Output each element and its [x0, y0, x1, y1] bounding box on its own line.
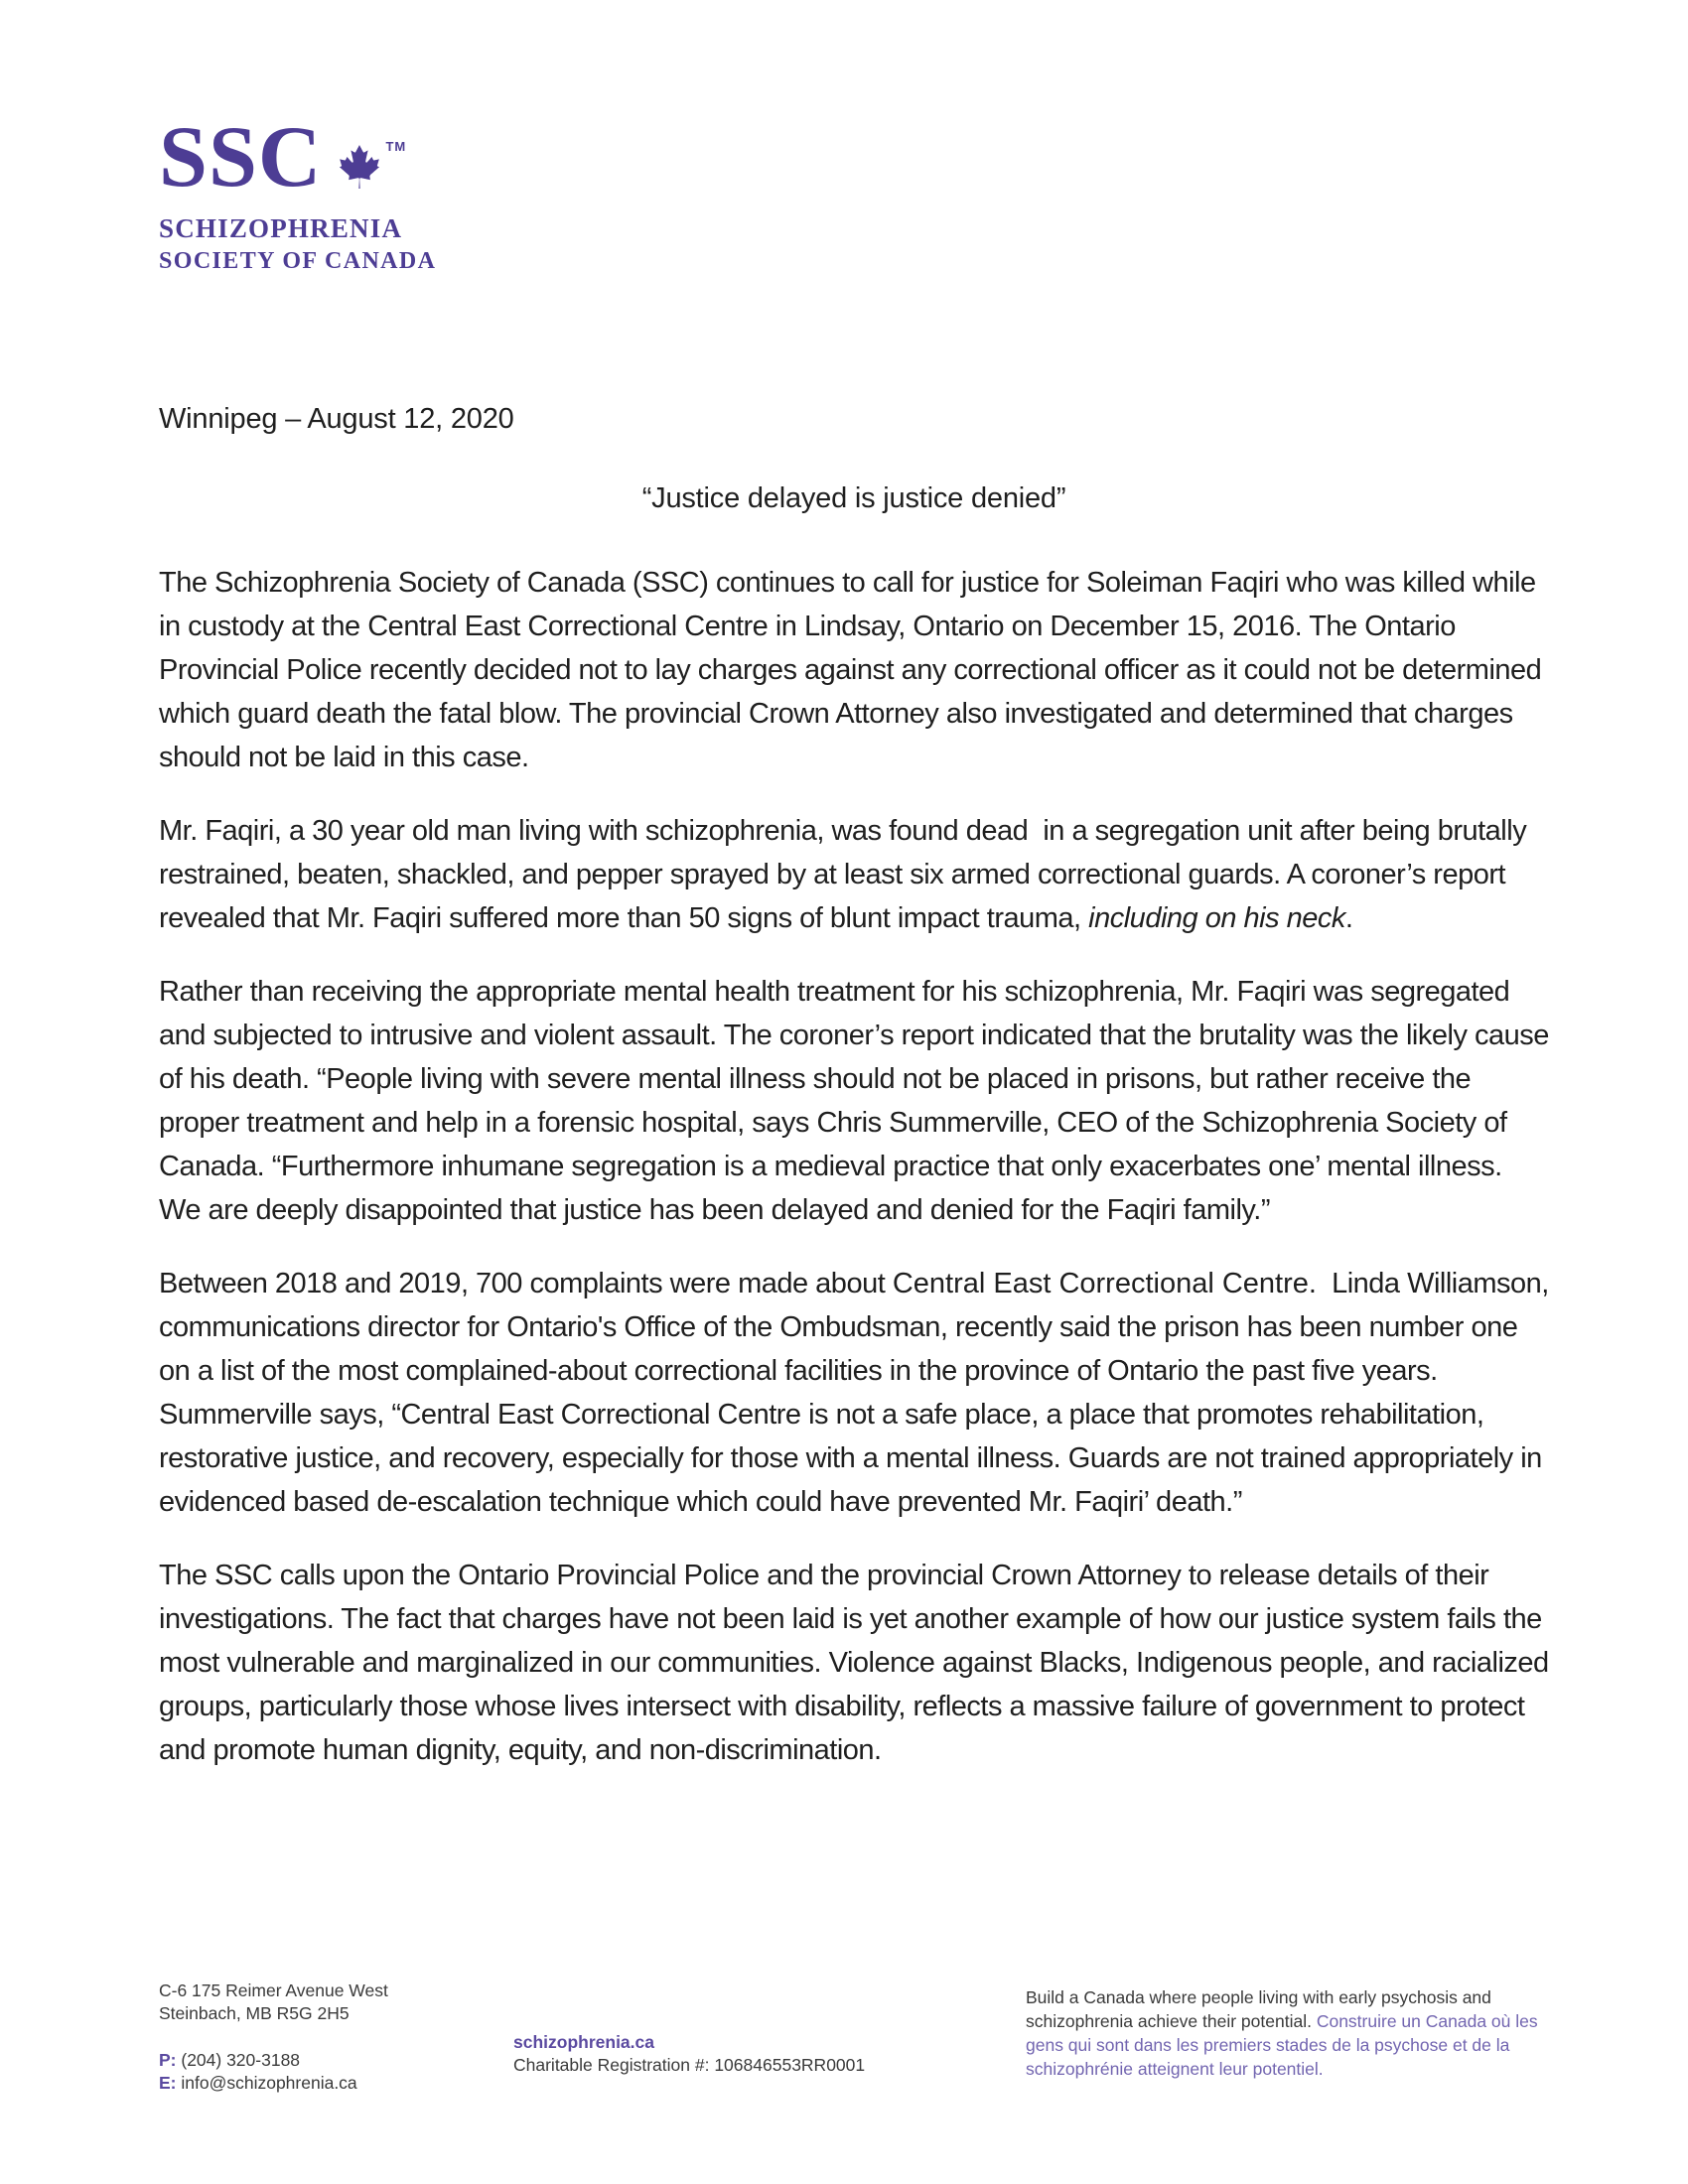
phone-line — [159, 2049, 388, 2072]
text-segment-normal: Rather than receiving the appropriate mental health treatment for his schizophrenia, Mr. Faqiri was segregated and subjected to intrusive and violent assault. The coroner’s report indicated that the brutality was the likely cause of his death. “People living with severe mental illness should not be placed in prisons, but rather receive the proper treatment and help in a forensic hospital, says Chris Summerville, CEO of the Schizophrenia Society of Canada. “Furthermore inhumane segregation is a medieval practice that only exacerbates one’ mental illness. We are deeply disappointed that justice has been delayed and denied for the Faqiri family.” — [159, 976, 1557, 1226]
text-segment-normal: Mr. Faqiri, a 30 year old man living with schizophrenia, was found dead in a segregation unit after being brutally restrained, beaten, shackled, and pepper sprayed by at least six armed correctional guards. A coroner’s report revealed that Mr. Faqiri suffered more than 50 signs of blunt impact trauma, — [159, 815, 1534, 934]
text-segment-normal: Linda Williamson, communications director for Ontario's Office of the Ombudsman, recently said the prison has been number one on a list of the most complained-about correctional facilities in the province of Ontario the past five years. Summerville says, “Central East Correctional Centre is not a safe place, a place that promotes rehabilitation, restorative justice, and recovery, especially for those with a mental illness. Guards are not trained appropriately in evidenced based de-escalation technique which could have prevented Mr. Faqiri’ death.” — [159, 1268, 1557, 1518]
text-segment-normal: Between 2018 and 2019, 700 complaints were made about — [159, 1268, 893, 1299]
paragraph-2 — [159, 809, 1549, 940]
logo-acronym: SSC — [159, 109, 323, 205]
footer-registration-block — [513, 2031, 865, 2077]
text-segment-alt: Central East Correctional Centre. — [892, 1268, 1317, 1299]
press-release-body — [159, 561, 1557, 1802]
footer-mission-block — [1026, 1985, 1542, 2081]
paragraph-1 — [159, 561, 1549, 779]
text-segment-normal: . — [1344, 902, 1353, 934]
logo-row — [159, 109, 436, 205]
address-line-1: C-6 175 Reimer Avenue West — [159, 1980, 388, 2000]
trademark-symbol: TM — [385, 139, 407, 154]
footer-contact-lines — [159, 2049, 388, 2095]
dateline: Winnipeg – August 12, 2020 — [159, 403, 514, 435]
phone-label: P: — [159, 2050, 177, 2070]
email-label: E: — [159, 2073, 177, 2093]
address-line-2: Steinbach, MB R5G 2H5 — [159, 2003, 350, 2023]
paragraph-3 — [159, 970, 1557, 1232]
phone-number: (204) 320-3188 — [176, 2050, 301, 2070]
text-segment-normal: The Schizophrenia Society of Canada (SSC) continues to call for justice for Soleiman Faqiri who was killed while in custody at the Central East Correctional Centre in Lindsay, Ontario on December 15, 2016. The Ontario Provincial Police recently decided not to lay charges against any correctional officer as it could not be determined which guard death the fatal blow. The provincial Crown Attorney also investigated and determined that charges should not be laid in this case. — [159, 567, 1549, 773]
mission-statement-english: Build a Canada where people living with early psychosis and schizophrenia achieve their potential. — [1026, 1987, 1491, 2031]
paragraph-4 — [159, 1262, 1557, 1524]
text-segment-italic: including on his neck — [1088, 902, 1345, 934]
footer-contact-block — [159, 1979, 388, 2095]
maple-leaf-icon — [338, 145, 381, 189]
ssc-logo — [159, 109, 437, 275]
paragraph-5 — [159, 1554, 1557, 1772]
text-segment-normal: The SSC calls upon the Ontario Provincial Police and the provincial Crown Attorney to release details of their investigations. The fact that charges have not been laid is yet another example of how our justice system fails the most vulnerable and marginalized in our communities. Violence against Blacks, Indigenous people, and racialized groups, particularly those whose lives intersect with disability, reflects a massive failure of government to protect and promote human dignity, equity, and non-discrimination. — [159, 1560, 1557, 1766]
logo-name-line1: SCHIZOPHRENIA — [159, 212, 403, 243]
headline: “Justice delayed is justice denied” — [641, 482, 1066, 514]
website-link[interactable]: schizophrenia.ca — [513, 2032, 654, 2052]
email-address: info@schizophrenia.ca — [176, 2073, 357, 2093]
mission-statement-french: Construire un Canada où les gens qui sont dans les premiers stades de la psychose et de la schizophrénie atteignent leur potentiel. — [1026, 2011, 1538, 2079]
email-line — [159, 2072, 388, 2095]
logo-name-line2: SOCIETY OF CANADA — [159, 247, 437, 274]
charitable-registration: Charitable Registration #: 106846553RR0001 — [513, 2055, 866, 2075]
